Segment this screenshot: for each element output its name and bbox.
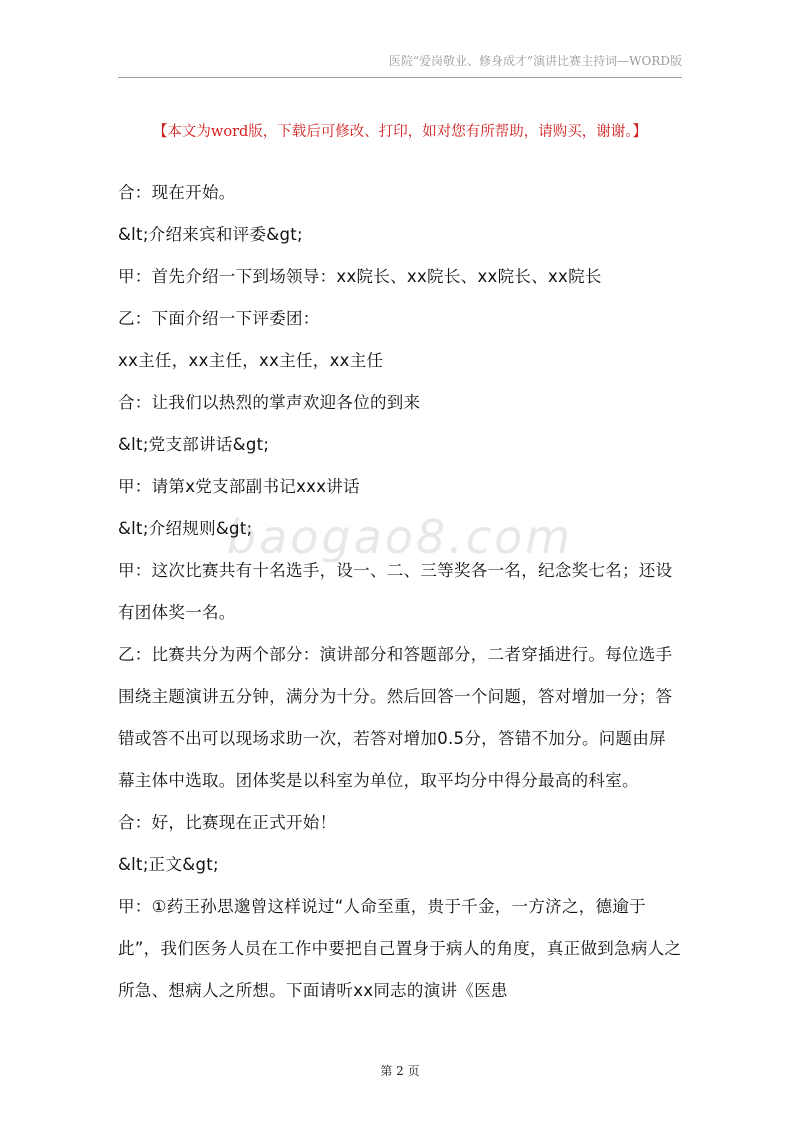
paragraph: 甲：①药王孙思邈曾这样说过“人命至重，贵于千金，一方济之，德逾于此”，我们医务人员在工作中要把自己置身于病人的角度，真正做到急病人之所急、想病人之所想。下面请听xx同志的演讲《医患	[118, 897, 682, 1000]
paragraph: &lt;介绍规则&gt;	[118, 519, 253, 538]
paragraph: &lt;正文&gt;	[118, 855, 219, 874]
watermark: baogao8.com	[226, 510, 574, 564]
header-divider	[118, 77, 682, 78]
paragraph: 合：好，比赛现在正式开始！	[118, 813, 337, 832]
paragraph: 甲：这次比赛共有十名选手，设一、二、三等奖各一名，纪念奖七名；还设有团体奖一名。	[118, 561, 673, 622]
paragraph: 乙：下面介绍一下评委团：	[118, 309, 320, 328]
paragraph: 合：现在开始。	[118, 183, 236, 202]
paragraph: 甲：请第x党支部副书记xxx讲话	[118, 477, 360, 496]
paragraph: &lt;党支部讲话&gt;	[118, 435, 270, 454]
paragraph: xx主任，xx主任，xx主任，xx主任	[118, 351, 384, 370]
paragraph: 甲：首先介绍一下到场领导：xx院长、xx院长、xx院长、xx院长	[118, 267, 602, 286]
header-title: 医院“爱岗敬业、修身成才”演讲比赛主持词—WORD版	[388, 54, 682, 68]
paragraph: 乙：比赛共分为两个部分：演讲部分和答题部分，二者穿插进行。每位选手围绕主题演讲五分钟，满分为十分。然后回答一个问题，答对增加一分；答错或答不出可以现场求助一次，若答对增加0.5分，答错不加分。问题由屏幕主体中选取。团体奖是以科室为单位，取平均分中得分最高的科室。	[118, 645, 673, 790]
purchase-notice: 【本文为word版，下载后可修改、打印，如对您有所帮助，请购买，谢谢。】	[152, 124, 648, 140]
paragraph: &lt;介绍来宾和评委&gt;	[118, 225, 303, 244]
paragraph: 合：让我们以热烈的掌声欢迎各位的到来	[118, 393, 421, 412]
document-body	[118, 172, 682, 1012]
page-header	[0, 52, 800, 72]
page-number: 第 2 页	[380, 1064, 420, 1078]
